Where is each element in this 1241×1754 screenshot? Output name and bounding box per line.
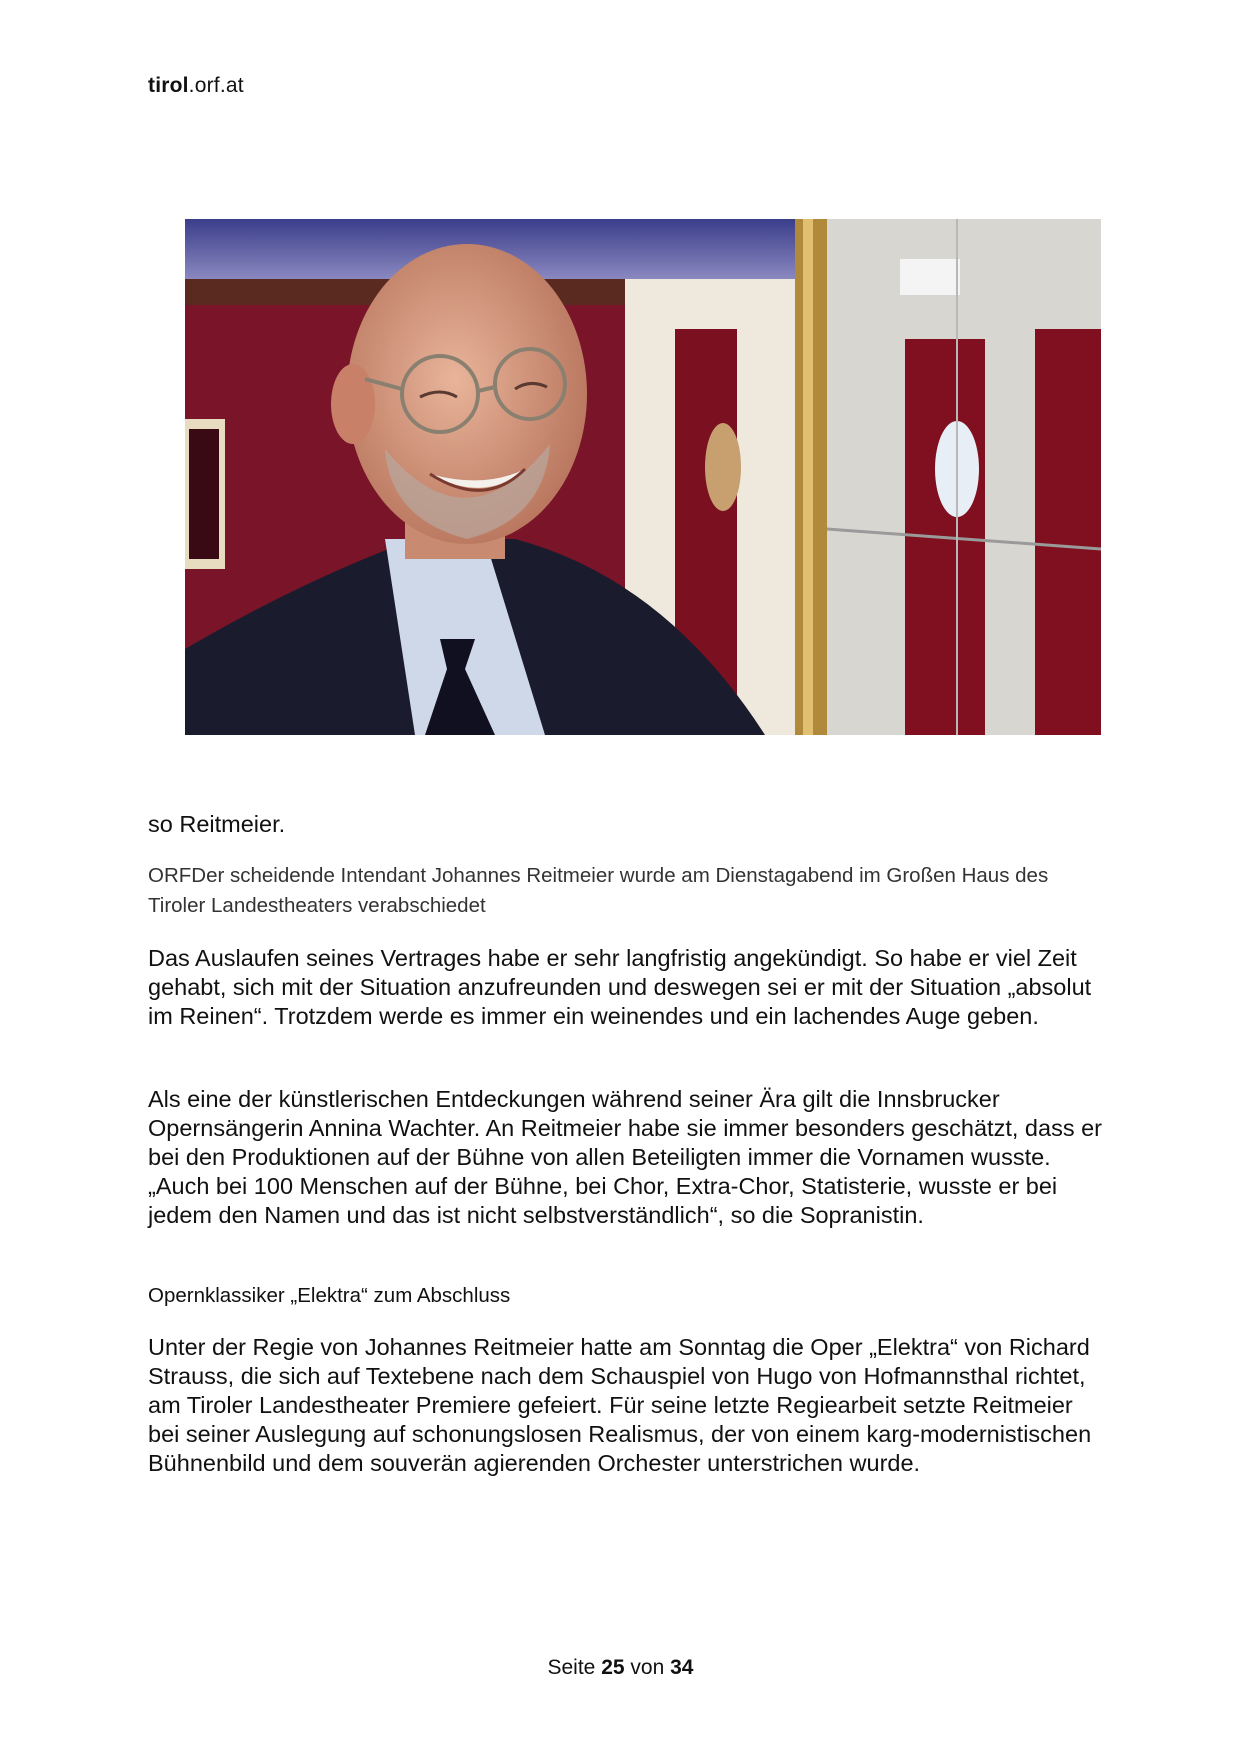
site-name-domain: .orf.at [188, 74, 244, 97]
footer-prefix: Seite [547, 1656, 596, 1679]
page-footer [0, 1656, 1241, 1680]
photo-caption: ORFDer scheidende Intendant Johannes Reitmeier wurde am Dienstagabend im Großen Haus des Tiroler Landestheaters verabschiedet [148, 864, 1049, 917]
article-paragraph-1: Das Auslaufen seines Vertrages habe er sehr langfristig angekündigt. So habe er viel Zeit gehabt, sich mit der Situation anzufreunden und deswegen sei er mit der Situation „absolut im Reinen“. Trotzdem werde es immer ein weinendes und ein lachendes Auge geben. [148, 945, 1092, 1029]
portrait-photo-icon [185, 219, 1101, 735]
article-photo [185, 219, 1101, 735]
article-paragraph-3: Unter der Regie von Johannes Reitmeier hatte am Sonntag die Oper „Elektra“ von Richard Strauss, die sich auf Textebene nach dem Schauspiel von Hugo von Hofmannsthal richtet, am Tiroler Landestheater Premiere gefeiert. Für seine letzte Regiearbeit setzte Reitmeier bei seiner Auslegung auf schonungslosen Realismus, der von einem karg-modernistischen Bühnenbild und dem souverän agierenden Orchester unterstrichen wurde. [148, 1334, 1092, 1476]
total-pages-number: 34 [670, 1656, 694, 1679]
article-fragment: so Reitmeier. [148, 811, 286, 837]
article-paragraph-2: Als eine der künstlerischen Entdeckungen während seiner Ära gilt die Innsbrucker Opernsängerin Annina Wachter. An Reitmeier habe sie immer besonders geschätzt, dass er bei den Produktionen auf der Bühne von allen Beteiligten immer die Vornamen wusste. „Auch bei 100 Menschen auf der Bühne, bei Chor, Extra-Chor, Statisterie, wusste er bei jedem den Namen und das ist nicht selbstverständlich“, so die Sopranistin. [148, 1086, 1102, 1228]
current-page-number: 25 [601, 1656, 625, 1679]
site-name-bold: tirol [148, 74, 189, 97]
site-header [148, 74, 244, 98]
article-subheading: Opernklassiker „Elektra“ zum Abschluss [148, 1284, 511, 1307]
footer-separator: von [630, 1656, 665, 1679]
